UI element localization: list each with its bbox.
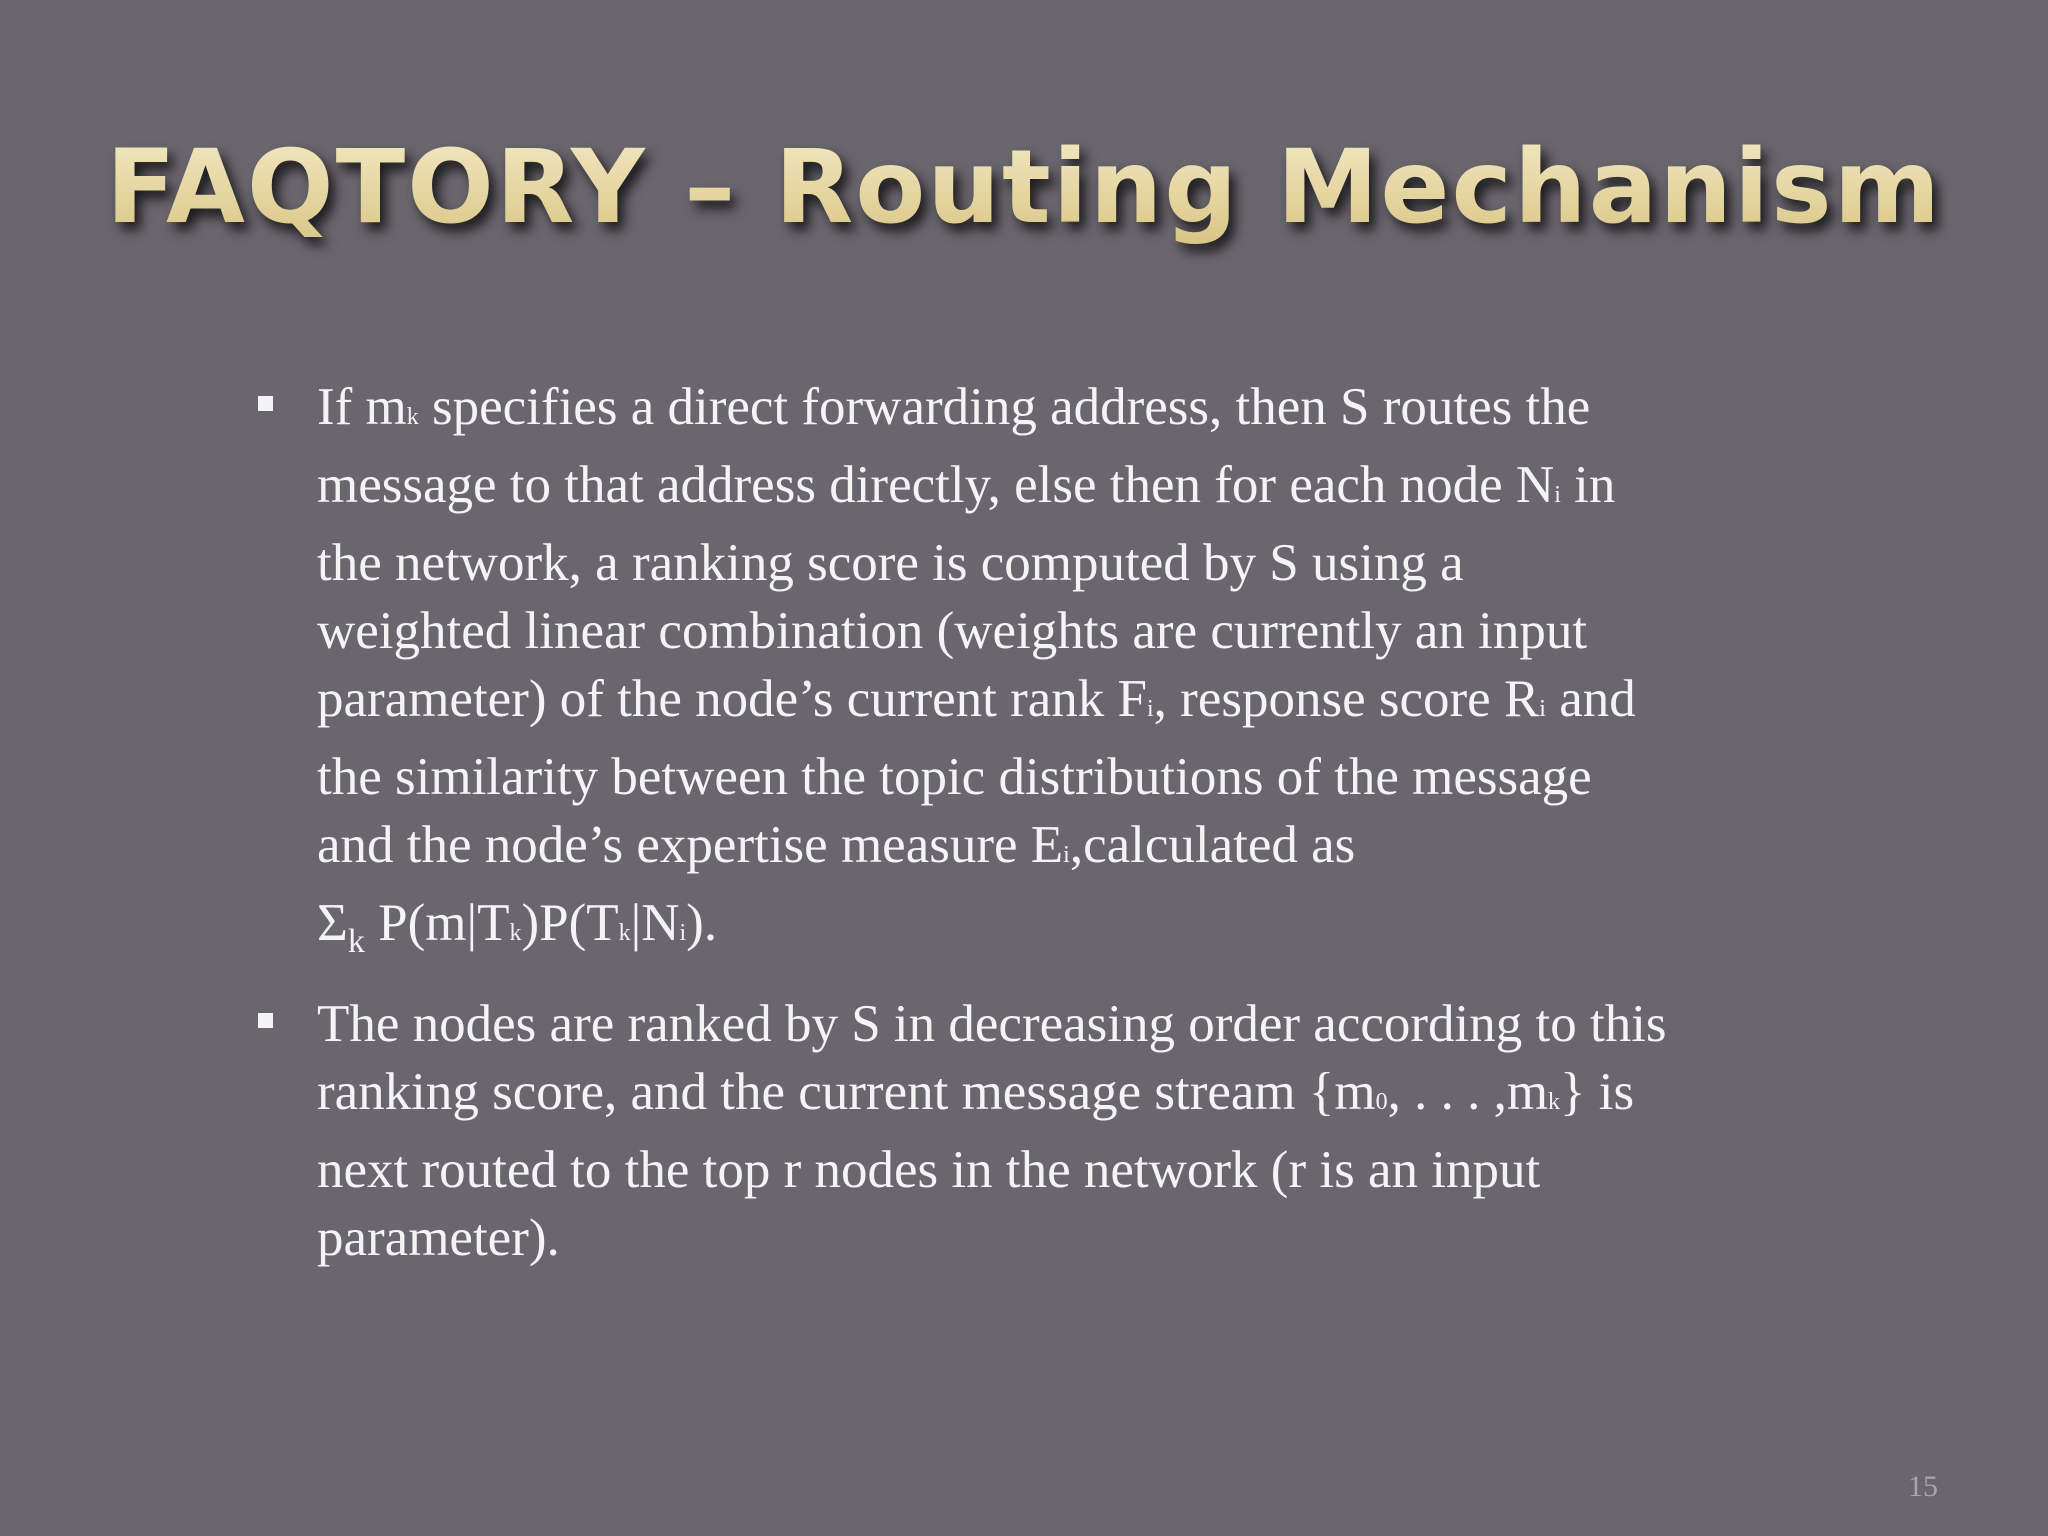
text-run: |N — [630, 894, 680, 952]
text-run: in — [1560, 456, 1616, 514]
text-run: The nodes are ranked by S in decreasing order according to this — [317, 995, 1667, 1053]
title-area — [0, 0, 2048, 300]
slide-title: FAQTORY – Routing Mechanism — [0, 128, 2048, 247]
text-run: parameter). — [317, 1209, 560, 1267]
subscript: k — [509, 920, 522, 946]
text-run: ,calculated as — [1069, 816, 1356, 874]
square-bullet-icon — [258, 1013, 273, 1028]
text-run: ). — [686, 894, 718, 952]
text-run: message to that address directly, else then for each node N — [317, 456, 1555, 514]
text-run: } is — [1560, 1063, 1635, 1121]
subscript: i — [1554, 482, 1561, 508]
text-run: next routed to the top r nodes in the network (r is an input — [317, 1141, 1541, 1199]
subscript: k — [406, 404, 419, 430]
subscript: k — [1548, 1089, 1561, 1115]
sigma-symbol: Σ — [317, 894, 348, 952]
bullet-routing-rule — [252, 373, 1972, 976]
text-run: and — [1545, 670, 1636, 728]
text-run: , . . . ,m — [1387, 1063, 1549, 1121]
text-run: and the node’s expertise measure E — [317, 816, 1064, 874]
text-run: , response score R — [1153, 670, 1540, 728]
text-run: P(m|T — [364, 894, 510, 952]
text-run: parameter) of the node’s current rank F — [317, 670, 1147, 728]
text-run: )P(T — [521, 894, 619, 952]
bullet-node-ranking — [252, 990, 1972, 1272]
square-bullet-icon — [258, 396, 273, 411]
bullet-list — [252, 373, 1972, 1286]
text-run: ranking score, and the current message stream {m — [317, 1063, 1376, 1121]
subscript: i — [1147, 696, 1154, 722]
subscript: k — [347, 923, 365, 960]
text-run: the network, a ranking score is computed by S using a — [317, 534, 1464, 592]
text-run: If m — [317, 378, 407, 436]
subscript: 0 — [1375, 1089, 1388, 1115]
text-run: specifies a direct forwarding address, then S routes the — [418, 378, 1591, 436]
text-run: weighted linear combination (weights are currently an input — [317, 602, 1588, 660]
subscript: i — [1539, 696, 1546, 722]
bullet-2-text — [317, 995, 1667, 1267]
bullet-1-text — [317, 378, 1636, 960]
subscript: i — [1063, 842, 1070, 868]
subscript: k — [618, 920, 631, 946]
page-number: 15 — [1908, 1470, 1938, 1503]
text-run: the similarity between the topic distributions of the message — [317, 748, 1592, 806]
subscript: i — [679, 920, 687, 946]
